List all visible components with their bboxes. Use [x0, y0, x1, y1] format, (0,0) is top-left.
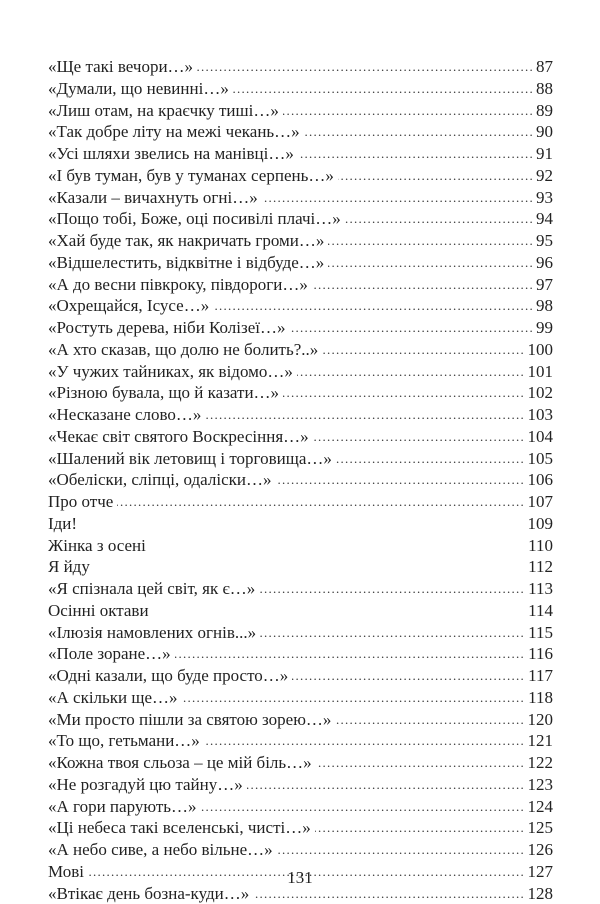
- toc-entry-title: «Кожна твоя сльоза – це мій біль…»: [48, 752, 316, 774]
- toc-entry-page: . . . 96: [533, 252, 553, 274]
- toc-entry-title: «Несказане слово…»: [48, 404, 205, 426]
- toc-entry-page: . . . 88: [533, 78, 553, 100]
- toc-entry-title: «А небо сиве, а небо вільне…»: [48, 839, 277, 861]
- toc-entry-page: . . . 92: [533, 165, 553, 187]
- toc-entry: [48, 339, 553, 361]
- toc-entry-title: «Так добре літу на межі чекань…»: [48, 121, 304, 143]
- toc-entry-title: «То що, гетьмани…»: [48, 730, 204, 752]
- toc-entry-title: «Казали – вичахнуть огні…»: [48, 187, 262, 209]
- toc-entry-page: . . . 91: [533, 143, 553, 165]
- toc-entry-title: «У чужих тайниках, як відомо…»: [48, 361, 297, 383]
- toc-entry-page: . . . 100: [525, 339, 554, 361]
- toc-entry-page: 112: [525, 556, 553, 578]
- toc-entry-page: 110: [525, 535, 553, 557]
- toc-entry-page: . . . 90: [533, 121, 553, 143]
- toc-entry-page: . . . 87: [533, 56, 553, 78]
- toc-entry-title: «Обеліски, сліпці, одаліски…»: [48, 469, 276, 491]
- toc-entry-page: . . . 117: [525, 665, 553, 687]
- toc-entry: [48, 665, 553, 687]
- toc-entry-page: . . . 127: [525, 861, 554, 883]
- toc-entry-title: «Охрещайся, Ісусе…»: [48, 295, 213, 317]
- toc-entry: [48, 274, 553, 296]
- toc-entry-page: . . . 97: [533, 274, 553, 296]
- toc-entry: [48, 643, 553, 665]
- toc-entry-title: «Думали, що невинні…»: [48, 78, 233, 100]
- toc-entry-title: «Хай буде так, як накричать громи…»: [48, 230, 328, 252]
- toc-entry: [48, 774, 553, 796]
- toc-entry-title: Мові: [48, 861, 88, 883]
- toc-entry: [48, 78, 553, 100]
- toc-entry: [48, 252, 553, 274]
- toc-entry-page: . . . 107: [525, 491, 554, 513]
- toc-entry: [48, 317, 553, 339]
- toc-entry-page: . . . 122: [525, 752, 554, 774]
- toc-entry-page: . . . 120: [525, 709, 554, 731]
- toc-entry: [48, 578, 553, 600]
- toc-entry-page: . . . 106: [525, 469, 554, 491]
- toc-entry-page: . . . 103: [525, 404, 554, 426]
- toc-entry-title: «А до весни півкроку, півдороги…»: [48, 274, 312, 296]
- toc-entry-page: . . . 101: [525, 361, 554, 383]
- toc-entry: [48, 709, 553, 731]
- toc-entry-page: 109: [525, 513, 554, 535]
- toc-entry-title: «А гори парують…»: [48, 796, 201, 818]
- toc-entry: [48, 448, 553, 470]
- toc-entry-title: «Усі шляхи звелись на манівці…»: [48, 143, 298, 165]
- toc-entry-title: «А скільки ще…»: [48, 687, 182, 709]
- toc-entry-title: «Поле зоране…»: [48, 643, 175, 665]
- toc-entry-title: «Одні казали, що буде просто…»: [48, 665, 292, 687]
- toc-entry-title: «Лиш отам, на краєчку тиші…»: [48, 100, 283, 122]
- toc-entry: [48, 143, 553, 165]
- toc-entry-page: 114: [525, 600, 553, 622]
- toc-entry: [48, 535, 553, 557]
- toc-entry: [48, 230, 553, 252]
- toc-entry: [48, 752, 553, 774]
- toc-entry-page: . . . 113: [525, 578, 553, 600]
- toc-entry-title: «Я спізнала цей світ, як є…»: [48, 578, 259, 600]
- toc-entry-title: «Ростуть дерева, ніби Колізеї…»: [48, 317, 290, 339]
- toc-entry: [48, 426, 553, 448]
- toc-entry-title: «Не розгадуй цю тайну…»: [48, 774, 247, 796]
- toc-entry-title: Я йду: [48, 556, 94, 578]
- toc-entry-page: . . . 124: [525, 796, 554, 818]
- toc-entry-title: Іди!: [48, 513, 81, 535]
- toc-entry-page: . . . 115: [525, 622, 553, 644]
- toc-entry-title: Осінні октави: [48, 600, 153, 622]
- toc-entry: [48, 687, 553, 709]
- toc-entry: [48, 121, 553, 143]
- toc-entry-title: «Пощо тобі, Боже, оці посивілі плачі…»: [48, 208, 345, 230]
- toc-entry-title: «Відшелестить, відквітне і відбуде…»: [48, 252, 328, 274]
- toc-entry: [48, 382, 553, 404]
- toc-entry-title: «Втікає день бозна-куди…»: [48, 883, 253, 904]
- toc-entry-title: Жінка з осені: [48, 535, 150, 557]
- toc-entry-page: . . . 95: [533, 230, 553, 252]
- toc-entry: [48, 187, 553, 209]
- toc-entry: [48, 600, 553, 622]
- toc-entry-page: . . . 93: [533, 187, 553, 209]
- toc-entry-page: . . . 125: [525, 817, 554, 839]
- toc-entry: [48, 730, 553, 752]
- table-of-contents: [48, 56, 553, 904]
- toc-entry-page: . . . 99: [533, 317, 553, 339]
- toc-entry-page: . . . 121: [525, 730, 554, 752]
- toc-entry-page: . . . 116: [525, 643, 553, 665]
- toc-entry-page: . . . 118: [525, 687, 553, 709]
- toc-entry: [48, 100, 553, 122]
- toc-entry-page: . . . 123: [525, 774, 554, 796]
- toc-entry-title: «І був туман, був у туманах серпень…»: [48, 165, 338, 187]
- toc-entry: [48, 469, 553, 491]
- toc-entry-page: . . . 126: [525, 839, 554, 861]
- page-number: 131: [287, 868, 313, 887]
- toc-entry-title: «Ще такі вечори…»: [48, 56, 197, 78]
- toc-entry: [48, 208, 553, 230]
- toc-entry-title: «Чекає світ святого Воскресіння…»: [48, 426, 313, 448]
- toc-entry: [48, 839, 553, 861]
- toc-entry: [48, 165, 553, 187]
- toc-entry-title: «Шалений вік летовищ і торговища…»: [48, 448, 336, 470]
- toc-entry: [48, 295, 553, 317]
- toc-entry: [48, 56, 553, 78]
- toc-entry-title: «А хто сказав, що долю не болить?..»: [48, 339, 322, 361]
- toc-entry-page: . . . 94: [533, 208, 553, 230]
- toc-entry-title: «Ці небеса такі вселенські, чисті…»: [48, 817, 315, 839]
- toc-entry-title: «Ілюзія намовлених огнів...»: [48, 622, 260, 644]
- toc-entry-title: Про отче: [48, 491, 117, 513]
- toc-entry: [48, 491, 553, 513]
- toc-entry-title: «Ми просто пішли за святою зорею…»: [48, 709, 335, 731]
- toc-entry-page: . . . 104: [525, 426, 554, 448]
- toc-entry: [48, 796, 553, 818]
- toc-entry-page: . . . 105: [525, 448, 554, 470]
- toc-entry: [48, 513, 553, 535]
- toc-entry: [48, 404, 553, 426]
- toc-entry-page: . . . 89: [533, 100, 553, 122]
- toc-entry-page: . . . 102: [525, 382, 554, 404]
- toc-entry: [48, 817, 553, 839]
- toc-entry: [48, 622, 553, 644]
- toc-entry-title: «Різною бувала, що й казати…»: [48, 382, 283, 404]
- toc-entry: [48, 556, 553, 578]
- toc-entry-page: . . . 128: [525, 883, 554, 904]
- toc-entry-page: . . . 98: [533, 295, 553, 317]
- toc-entry: [48, 361, 553, 383]
